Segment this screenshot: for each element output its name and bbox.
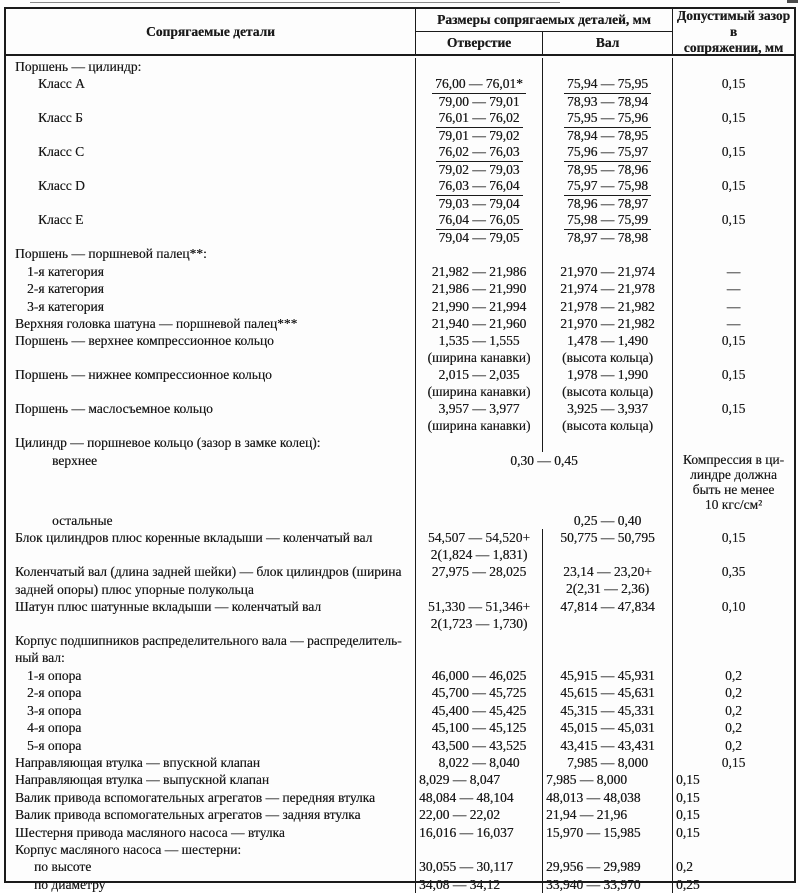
value-line: 21,974 — 21,978 (560, 281, 655, 297)
gap-cell: — (726, 281, 741, 297)
gap-cell: 0,15 (676, 789, 700, 805)
row-label-cell (6, 177, 416, 211)
value-line: 22,00 — 22,02 (419, 807, 500, 823)
shaft-cell (543, 529, 673, 563)
value-line: 34,08 — 34,12 (419, 876, 500, 892)
value-line: (высота кольца) (562, 350, 653, 366)
value-line: 51,330 — 51,346+ (427, 599, 531, 615)
table-row (6, 177, 794, 211)
row-label: по диаметру (34, 876, 106, 892)
hole-cell (416, 529, 543, 563)
shaft-cell (543, 841, 673, 858)
value-line: 2,015 — 2,035 (438, 367, 520, 383)
value-line: 8,029 — 8,047 (419, 772, 500, 788)
gap-cell: 0,15 (721, 110, 746, 126)
value-line: (ширина канавки) (427, 384, 531, 400)
row-label: Шестерня привода масляного насоса — втулка (15, 824, 285, 840)
gap-cell: — (726, 316, 741, 332)
shaft-cell (543, 806, 673, 823)
shaft-cell (543, 298, 673, 315)
scan-artifact-tick (787, 0, 798, 3)
hole-cell (416, 771, 543, 788)
row-label-cell (6, 332, 416, 366)
table-row (6, 824, 794, 841)
fraction-denominator: 78,97 — 78,98 (567, 229, 648, 245)
gap-cell (673, 434, 794, 451)
header-hole: Отверстие (416, 32, 543, 54)
shaft-cell (543, 400, 673, 434)
row-label: Валик привода вспомогательных агрегатов — задняя втулка (15, 807, 361, 823)
row-label-cell (6, 806, 416, 823)
fraction-numerator: 75,96 — 75,97 (564, 144, 651, 162)
row-label-line2: ный вал: (15, 650, 65, 666)
table-row (6, 632, 794, 667)
fraction-numerator: 76,03 — 76,04 (436, 178, 523, 196)
row-label: Корпус подшипников распределительного вала — распределитель- (15, 633, 402, 649)
value-line: 16,016 — 16,037 (419, 824, 514, 840)
row-label: Блок цилиндров плюс коренные вкладыши — коленчатый вал (15, 530, 373, 546)
row-label: Валик привода вспомогательных агрегатов — передняя втулка (15, 789, 375, 805)
fraction-numerator: 75,94 — 75,95 (564, 76, 651, 94)
value-line: 45,315 — 45,331 (560, 702, 655, 718)
hole-cell (416, 280, 543, 297)
note-line: 10 кгс/см² (704, 496, 763, 512)
fraction-denominator: 78,94 — 78,95 (567, 127, 648, 143)
value-line: 1,478 — 1,490 (567, 333, 648, 349)
gap-cell (673, 58, 794, 75)
table-row (6, 667, 794, 684)
hole-cell (416, 315, 543, 332)
row-label: Поршень — цилиндр: (15, 59, 142, 74)
table-row (6, 598, 794, 632)
value-line: 46,000 — 46,025 (431, 667, 527, 683)
header-gap-line1: Допустимый зазор в (676, 7, 791, 39)
hole-cell (416, 263, 543, 280)
row-label: по высоте (34, 859, 92, 875)
value-line: 1,978 — 1,990 (567, 367, 648, 383)
gap-cell: — (726, 298, 741, 314)
gap-cell: 0,15 (676, 824, 700, 840)
row-label-cell (6, 280, 416, 297)
row-label: Верхняя головка шатуна — поршневой палец*** (15, 316, 298, 332)
header-sizes: Размеры сопрягаемых деталей, мм (416, 9, 672, 32)
gap-cell: 0,15 (721, 144, 746, 160)
value-line: 48,013 — 48,038 (546, 789, 641, 805)
shaft-cell (543, 211, 673, 245)
shaft-cell (543, 702, 673, 719)
value-line: 45,700 — 45,725 (431, 685, 527, 701)
hole-cell (416, 298, 543, 315)
table-row (6, 684, 794, 701)
row-label: 2-я опора (27, 685, 82, 701)
row-label-cell (6, 737, 416, 754)
note-line: Компрессия в ци- (682, 451, 785, 467)
table-row (6, 109, 794, 143)
hole-cell (416, 876, 543, 893)
row-label-cell (6, 400, 416, 434)
table-row (6, 771, 794, 788)
value-line: 50,775 — 50,795 (560, 530, 655, 546)
row-label: 2-я категория (27, 281, 104, 297)
header-gap-line2: сопряжении, мм (683, 39, 784, 55)
gap-cell: 0,25 (676, 876, 700, 892)
value-line: 43,415 — 43,431 (560, 737, 655, 753)
shaft-cell (543, 58, 673, 75)
header-sizes-subrow (416, 32, 672, 54)
table-row (6, 702, 794, 719)
value-line: 27,975 — 28,025 (431, 564, 527, 580)
shaft-cell (543, 876, 673, 893)
table-row (6, 143, 794, 177)
table-row (6, 315, 794, 332)
value-line: 45,615 — 45,631 (560, 685, 655, 701)
row-label: Класс А (38, 76, 85, 92)
merged-size-cell: 0,25 — 0,40 (416, 512, 673, 529)
shaft-cell (543, 858, 673, 875)
hole-cell (416, 789, 543, 806)
fraction-numerator: 76,01 — 76,02 (436, 110, 523, 128)
value-line: 2(1,824 — 1,831) (430, 547, 528, 563)
table-row (6, 211, 794, 245)
row-label-cell (6, 719, 416, 736)
row-label: Поршень — верхнее компрессионное кольцо (15, 333, 274, 349)
value-line: 29,956 — 29,989 (546, 859, 641, 875)
gap-cell: 0,2 (676, 859, 693, 875)
row-label-cell (6, 434, 416, 451)
row-label: 3-я опора (27, 702, 82, 718)
gap-cell: 0,2 (725, 702, 742, 718)
table-row (6, 858, 794, 875)
hole-cell (416, 719, 543, 736)
value-line: 1,535 — 1,555 (438, 333, 520, 349)
fraction-numerator: 76,00 — 76,01* (432, 76, 526, 94)
value-line: 45,015 — 45,031 (560, 720, 655, 736)
gap-cell: 0,15 (721, 401, 746, 417)
gap-cell (673, 245, 794, 262)
row-label-cell (6, 75, 416, 109)
row-label: Класс D (38, 178, 85, 194)
fraction-numerator: 75,95 — 75,96 (564, 110, 651, 128)
table-row (6, 754, 794, 771)
row-label-cell (6, 858, 416, 875)
row-label-cell (6, 245, 416, 262)
hole-cell (416, 841, 543, 858)
merged-size-cell: 0,30 — 0,45 (416, 452, 673, 512)
value-line: 8,022 — 8,040 (438, 754, 520, 770)
table-row (6, 512, 794, 529)
row-label: верхнее (52, 452, 97, 468)
gap-cell: 0,15 (721, 530, 746, 546)
table-row (6, 876, 794, 893)
shaft-cell (543, 719, 673, 736)
row-label-cell (6, 841, 416, 858)
value-line: 15,970 — 15,985 (546, 824, 641, 840)
table-row (6, 529, 794, 563)
gap-cell: 0,35 (721, 564, 746, 580)
table-row (6, 332, 794, 366)
scan-artifact-line (30, 2, 560, 3)
gap-cell: 0,15 (721, 178, 746, 194)
shaft-cell (543, 143, 673, 177)
row-label-cell (6, 754, 416, 771)
gap-cell: — (726, 263, 741, 279)
value-line: (ширина канавки) (427, 350, 531, 366)
hole-cell (416, 245, 543, 262)
table-row (6, 789, 794, 806)
row-label: остальные (52, 512, 113, 528)
fraction-numerator: 75,97 — 75,98 (564, 178, 651, 196)
value-line: 21,940 — 21,960 (431, 316, 527, 332)
hole-cell (416, 684, 543, 701)
value-line: (высота кольца) (562, 384, 653, 400)
value-line: 21,94 — 21,96 (546, 807, 627, 823)
shaft-cell (543, 434, 673, 451)
row-label: Класс Е (38, 212, 84, 228)
fraction-denominator: 79,03 — 79,04 (438, 195, 520, 211)
hole-cell (416, 632, 543, 667)
note-line: линдре должна (690, 466, 777, 482)
hole-cell (416, 366, 543, 400)
shaft-cell (543, 667, 673, 684)
gap-cell: 0,15 (721, 333, 746, 349)
table-row (6, 298, 794, 315)
row-label: Направляющая втулка — впускной клапан (15, 754, 261, 770)
row-label: Класс Б (38, 110, 83, 126)
gap-cell: 0,15 (721, 754, 746, 770)
hole-cell (416, 598, 543, 632)
hole-cell (416, 754, 543, 771)
fraction-denominator: 79,01 — 79,02 (438, 127, 520, 143)
row-label: 5-я опора (27, 737, 82, 753)
hole-cell (416, 737, 543, 754)
shaft-cell (543, 109, 673, 143)
table-row (6, 366, 794, 400)
header-gap (673, 9, 794, 54)
hole-cell (416, 824, 543, 841)
value-line: 21,970 — 21,974 (560, 263, 655, 279)
shaft-cell (543, 366, 673, 400)
row-label-cell (6, 211, 416, 245)
shaft-cell (543, 332, 673, 366)
gap-cell: 0,2 (725, 720, 742, 736)
value-line: 21,990 — 21,994 (431, 298, 527, 314)
row-label-cell (6, 563, 416, 598)
shaft-cell (543, 263, 673, 280)
row-label-cell (6, 109, 416, 143)
shaft-cell (543, 684, 673, 701)
table-row (6, 719, 794, 736)
value-line: 48,084 — 48,104 (419, 789, 514, 805)
row-label-line2: задней опоры) плюс упорные полукольца (15, 581, 254, 597)
header-shaft: Вал (595, 35, 620, 50)
row-label-cell (6, 143, 416, 177)
row-label: Поршень — нижнее компрессионное кольцо (15, 367, 272, 383)
row-label-cell (6, 684, 416, 701)
fraction-denominator: 79,04 — 79,05 (438, 229, 520, 245)
hole-cell (416, 400, 543, 434)
shaft-cell (543, 824, 673, 841)
row-label-cell (6, 598, 416, 632)
value-line: 23,14 — 23,20+ (563, 564, 652, 580)
fraction-denominator: 79,02 — 79,03 (438, 161, 520, 177)
shaft-cell (543, 177, 673, 211)
row-label: Поршень — маслосъемное кольцо (15, 401, 213, 417)
shaft-cell (543, 598, 673, 632)
hole-cell (416, 806, 543, 823)
value-line: 7,985 — 8,000 (546, 772, 627, 788)
row-label-cell (6, 315, 416, 332)
table-row (6, 263, 794, 280)
hole-cell (416, 563, 543, 598)
row-label-cell (6, 298, 416, 315)
hole-cell (416, 332, 543, 366)
value-line: 45,100 — 45,125 (431, 720, 527, 736)
table-body (6, 56, 794, 893)
value-line: 21,982 — 21,986 (431, 263, 527, 279)
shaft-cell (543, 771, 673, 788)
table-row (6, 434, 794, 451)
row-label-cell (6, 789, 416, 806)
gap-cell: 0,15 (676, 772, 700, 788)
row-label-cell (6, 667, 416, 684)
row-label-cell (6, 452, 416, 512)
hole-cell (416, 702, 543, 719)
shaft-cell (543, 789, 673, 806)
table-row (6, 58, 794, 75)
gap-cell: 0,2 (725, 685, 742, 701)
hole-cell (416, 58, 543, 75)
value-line: 33,940 — 33,970 (546, 876, 641, 892)
shaft-cell (543, 280, 673, 297)
table-row (6, 806, 794, 823)
shaft-cell (543, 754, 673, 771)
row-label: 1-я опора (27, 667, 82, 683)
value-line: 3,957 — 3,977 (438, 401, 520, 417)
row-label-cell (6, 263, 416, 280)
row-label: Класс С (38, 144, 85, 160)
shaft-cell (543, 737, 673, 754)
hole-cell (416, 177, 543, 211)
row-label: Шатун плюс шатунные вкладыши — коленчатый вал (15, 599, 322, 615)
value-line: 2(2,31 — 2,36) (565, 581, 650, 597)
table-row (6, 563, 794, 598)
shaft-cell (543, 75, 673, 109)
gap-cell (673, 841, 794, 858)
shaft-cell (543, 632, 673, 667)
fraction-denominator: 78,93 — 78,94 (567, 93, 648, 109)
hole-cell (416, 211, 543, 245)
row-label-cell (6, 58, 416, 75)
gap-cell: 0,15 (676, 807, 700, 823)
gap-cell: 0,2 (725, 737, 742, 753)
row-label-cell (6, 366, 416, 400)
gap-cell: 0,15 (721, 367, 746, 383)
gap-cell: 0,15 (721, 76, 746, 92)
header-sizes-group (416, 9, 673, 54)
value-line: 21,970 — 21,982 (560, 316, 655, 332)
value-line: 54,507 — 54,520+ (427, 530, 531, 546)
row-label-cell (6, 702, 416, 719)
value-line: 21,978 — 21,982 (560, 298, 655, 314)
value-line: 3,925 — 3,937 (567, 401, 648, 417)
table-row (6, 245, 794, 262)
row-label: Коленчатый вал (длина задней шейки) — блок цилиндров (ширина (15, 564, 402, 580)
table-row (6, 400, 794, 434)
value-line: 45,400 — 45,425 (431, 702, 527, 718)
row-label: Направляющая втулка — выпускной клапан (15, 772, 270, 788)
value-line: (ширина канавки) (427, 418, 531, 434)
hole-cell (416, 143, 543, 177)
value-line: (высота кольца) (562, 418, 653, 434)
fraction-denominator: 78,95 — 78,96 (567, 161, 648, 177)
table-row (6, 737, 794, 754)
shaft-cell (543, 563, 673, 598)
value-line: 45,915 — 45,931 (560, 667, 655, 683)
row-label: Поршень — поршневой палец**: (15, 246, 207, 262)
note-line: быть не менее (692, 481, 775, 497)
hole-cell (416, 434, 543, 451)
value-line: 7,985 — 8,000 (567, 754, 648, 770)
shaft-cell (543, 245, 673, 262)
specs-table (4, 7, 796, 892)
gap-cell (673, 632, 794, 667)
row-label: Цилиндр — поршневое кольцо (зазор в замке колец): (15, 435, 321, 451)
fraction-denominator: 79,00 — 79,01 (438, 93, 520, 109)
row-label-cell (6, 824, 416, 841)
value-line: 43,500 — 43,525 (431, 737, 527, 753)
table-row (6, 75, 794, 109)
table-row (6, 841, 794, 858)
row-label-cell (6, 771, 416, 788)
fraction-numerator: 75,98 — 75,99 (564, 212, 651, 230)
row-label-cell (6, 529, 416, 563)
hole-cell (416, 109, 543, 143)
row-label: 1-я категория (27, 263, 104, 279)
value-line: 30,055 — 30,117 (419, 859, 513, 875)
table-row (6, 280, 794, 297)
shaft-cell (543, 315, 673, 332)
row-label: 3-я категория (27, 298, 104, 314)
gap-cell: 0,15 (721, 212, 746, 228)
gap-cell (673, 452, 794, 512)
value-line: 2(1,723 — 1,730) (430, 616, 528, 632)
gap-cell: 0,10 (721, 599, 746, 615)
gap-cell (673, 512, 794, 529)
value-line: 21,986 — 21,990 (431, 281, 527, 297)
row-label-cell (6, 512, 416, 529)
hole-cell (416, 75, 543, 109)
row-label: Корпус масляного насоса — шестерни: (15, 841, 242, 857)
fraction-numerator: 76,04 — 76,05 (436, 212, 523, 230)
row-label-cell (6, 632, 416, 667)
row-label-cell (6, 876, 416, 893)
row-label: 4-я опора (27, 720, 82, 736)
hole-cell (416, 667, 543, 684)
fraction-numerator: 76,02 — 76,03 (436, 144, 523, 162)
hole-cell (416, 858, 543, 875)
gap-cell: 0,2 (725, 667, 742, 683)
fraction-denominator: 78,96 — 78,97 (567, 195, 648, 211)
table-header (6, 9, 794, 56)
header-mating-parts: Сопрягаемые детали (6, 9, 416, 54)
value-line: 47,814 — 47,834 (560, 599, 655, 615)
table-row (6, 452, 794, 512)
